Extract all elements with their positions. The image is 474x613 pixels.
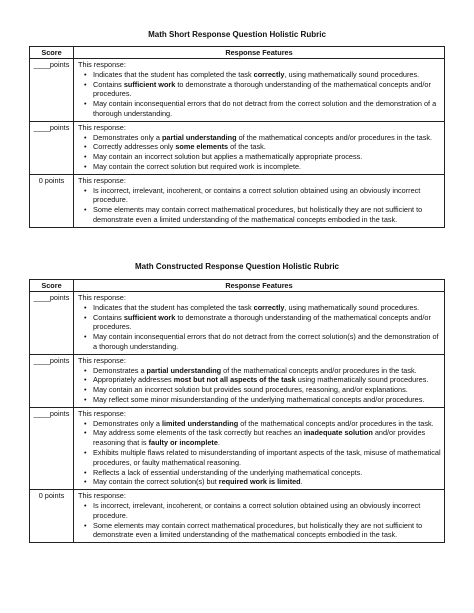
feature-item — [93, 395, 441, 405]
features-cell — [74, 121, 445, 174]
feature-text: using mathematically sound procedures. — [295, 375, 429, 385]
features-cell — [74, 490, 445, 543]
feature-text: Contains — [93, 312, 124, 322]
feature-item — [93, 80, 441, 100]
features-cell — [74, 407, 445, 489]
feature-text: May reflect some minor misunderstanding of the underlying mathematical concepts and/or procedures. — [93, 394, 425, 404]
rubric-1-body — [30, 59, 445, 228]
rubric-row — [30, 292, 445, 355]
features-cell — [74, 292, 445, 355]
feature-emphasis: faulty or incomplete — [148, 438, 218, 448]
feature-item — [93, 419, 441, 429]
feature-item — [93, 501, 441, 521]
response-intro: This response: — [78, 60, 126, 69]
feature-text: Contains — [93, 79, 124, 89]
feature-text: Some elements may contain correct mathematical procedures, but holistically they are not sufficient to demonstrate even a limited understanding of the mathematical concepts embodied in the task. — [93, 520, 423, 540]
feature-item — [93, 477, 441, 487]
feature-list — [78, 133, 441, 172]
feature-text: Appropriately addresses — [93, 375, 174, 385]
feature-item — [93, 521, 441, 541]
feature-item — [93, 332, 441, 352]
features-cell — [74, 174, 445, 227]
feature-text: Exhibits multiple flaws related to misunderstanding of important aspects of the task, misuse of mathematical procedures, or faulty mathematical reasoning. — [93, 447, 441, 467]
feature-item — [93, 313, 441, 333]
feature-item — [93, 162, 441, 172]
rubric-row — [30, 407, 445, 489]
feature-text: . — [300, 477, 303, 487]
score-cell: ____points — [30, 292, 74, 355]
feature-text: Some elements may contain correct mathematical procedures, but holistically they are not sufficient to demonstrate even a limited understanding of the mathematical concepts embodied in the task. — [93, 205, 423, 224]
rubric-1-title: Math Short Response Question Holistic Rubric — [148, 30, 326, 39]
feature-item — [93, 448, 441, 468]
feature-text: May contain inconsequential errors that do not detract from the correct solution and the demonstration of a thorough understanding. — [93, 99, 437, 118]
feature-text: , using mathematically sound procedures. — [284, 69, 420, 79]
feature-emphasis: correctly — [253, 302, 285, 312]
feature-list — [78, 70, 441, 119]
rubric-2-title: Math Constructed Response Question Holistic Rubric — [134, 262, 340, 271]
rubric-row — [30, 121, 445, 174]
feature-text: Reflects a lack of essential understanding of the underlying mathematical concepts. — [93, 467, 363, 477]
feature-list — [78, 366, 441, 405]
feature-text: Demonstrates only a — [93, 418, 162, 428]
score-cell: ____points — [30, 59, 74, 122]
feature-emphasis: sufficient work — [123, 79, 176, 89]
rubric-2-header-row — [30, 280, 445, 292]
feature-emphasis: most but not all aspects of the task — [173, 375, 296, 385]
feature-text: . — [217, 438, 220, 448]
feature-emphasis: required work is limited — [218, 477, 301, 487]
rubric-row — [30, 59, 445, 122]
response-intro: This response: — [78, 175, 126, 185]
feature-emphasis: some elements — [175, 142, 229, 152]
feature-emphasis: partial understanding — [146, 365, 222, 375]
rubric-1-header-row — [30, 47, 445, 59]
feature-list — [78, 186, 441, 225]
rubric-2-table — [29, 279, 445, 543]
rubric-row — [30, 490, 445, 543]
feature-item — [93, 468, 441, 478]
rubric-1-table — [29, 46, 445, 228]
score-cell: ____points — [30, 121, 74, 174]
score-cell: 0 points — [30, 490, 74, 543]
feature-text: to demonstrate a thorough understanding of the mathematical concepts and/or procedures. — [93, 312, 431, 332]
feature-emphasis: inadequate solution — [303, 428, 373, 438]
feature-text: Demonstrates a — [93, 365, 147, 375]
feature-list — [78, 303, 441, 352]
feature-text: of the mathematical concepts and/or procedures in the task. — [238, 418, 434, 428]
response-intro: This response: — [78, 293, 126, 302]
response-intro: This response: — [78, 491, 126, 501]
feature-emphasis: correctly — [253, 69, 285, 79]
feature-text: and/or provides reasoning that is — [93, 428, 426, 448]
feature-item — [93, 142, 441, 152]
feature-emphasis: limited understanding — [161, 418, 239, 428]
feature-item — [93, 428, 441, 448]
score-header: Score — [30, 47, 74, 59]
score-header: Score — [30, 280, 74, 292]
response-intro: This response: — [78, 122, 126, 132]
features-cell — [74, 59, 445, 122]
score-cell: ____points — [30, 354, 74, 407]
features-header: Response Features — [74, 280, 445, 292]
feature-text: Indicates that the student has completed the task — [93, 69, 254, 79]
response-intro: This response: — [78, 355, 126, 365]
feature-item — [93, 152, 441, 162]
feature-text: Is incorrect, irrelevant, incoherent, or contains a correct solution obtained using an obviously incorrect procedure. — [93, 185, 421, 205]
feature-text: May contain inconsequential errors that do not detract from the correct solution(s) and the demonstration of a thorough understanding. — [93, 332, 439, 351]
features-header: Response Features — [74, 47, 445, 59]
feature-list — [78, 419, 441, 488]
feature-text: May contain an incorrect solution but applies a mathematically appropriate process. — [93, 152, 363, 162]
feature-text: May contain the correct solution but required work is incomplete. — [93, 161, 302, 171]
feature-text: May contain an incorrect solution but provides sound procedures, reasoning, and/or explanations. — [93, 385, 408, 395]
feature-list — [78, 501, 441, 540]
feature-text: , using mathematically sound procedures. — [284, 302, 420, 312]
feature-item — [93, 385, 441, 395]
feature-text: Indicates that the student has completed the task — [93, 302, 254, 312]
feature-item — [93, 205, 441, 225]
rubric-row — [30, 174, 445, 227]
response-intro: This response: — [78, 408, 126, 418]
feature-item — [93, 375, 441, 385]
feature-item — [93, 99, 441, 119]
feature-text: of the mathematical concepts and/or procedures in the task. — [221, 365, 417, 375]
features-cell — [74, 354, 445, 407]
score-cell: ____points — [30, 407, 74, 489]
feature-item — [93, 186, 441, 206]
feature-text: Correctly addresses only — [93, 142, 176, 152]
rubric-row — [30, 354, 445, 407]
feature-item — [93, 133, 441, 143]
feature-text: Demonstrates only a — [93, 132, 162, 142]
feature-emphasis: sufficient work — [123, 312, 176, 322]
feature-text: to demonstrate a thorough understanding of the mathematical concepts and/or procedures. — [93, 79, 431, 99]
feature-text: of the mathematical concepts and/or procedures in the task. — [236, 132, 433, 142]
feature-text: Is incorrect, irrelevant, incoherent, or contains a correct solution obtained using an obviously incorrect procedure. — [93, 500, 421, 520]
feature-text: May address some elements of the task correctly but reaches an — [93, 428, 304, 438]
feature-emphasis: partial understanding — [161, 132, 237, 142]
feature-item — [93, 303, 441, 313]
feature-item — [93, 366, 441, 376]
feature-text: of the task. — [228, 142, 266, 152]
rubric-2-body — [30, 292, 445, 543]
feature-item — [93, 70, 441, 80]
score-cell: 0 points — [30, 174, 74, 227]
feature-text: May contain the correct solution(s) but — [93, 477, 219, 487]
